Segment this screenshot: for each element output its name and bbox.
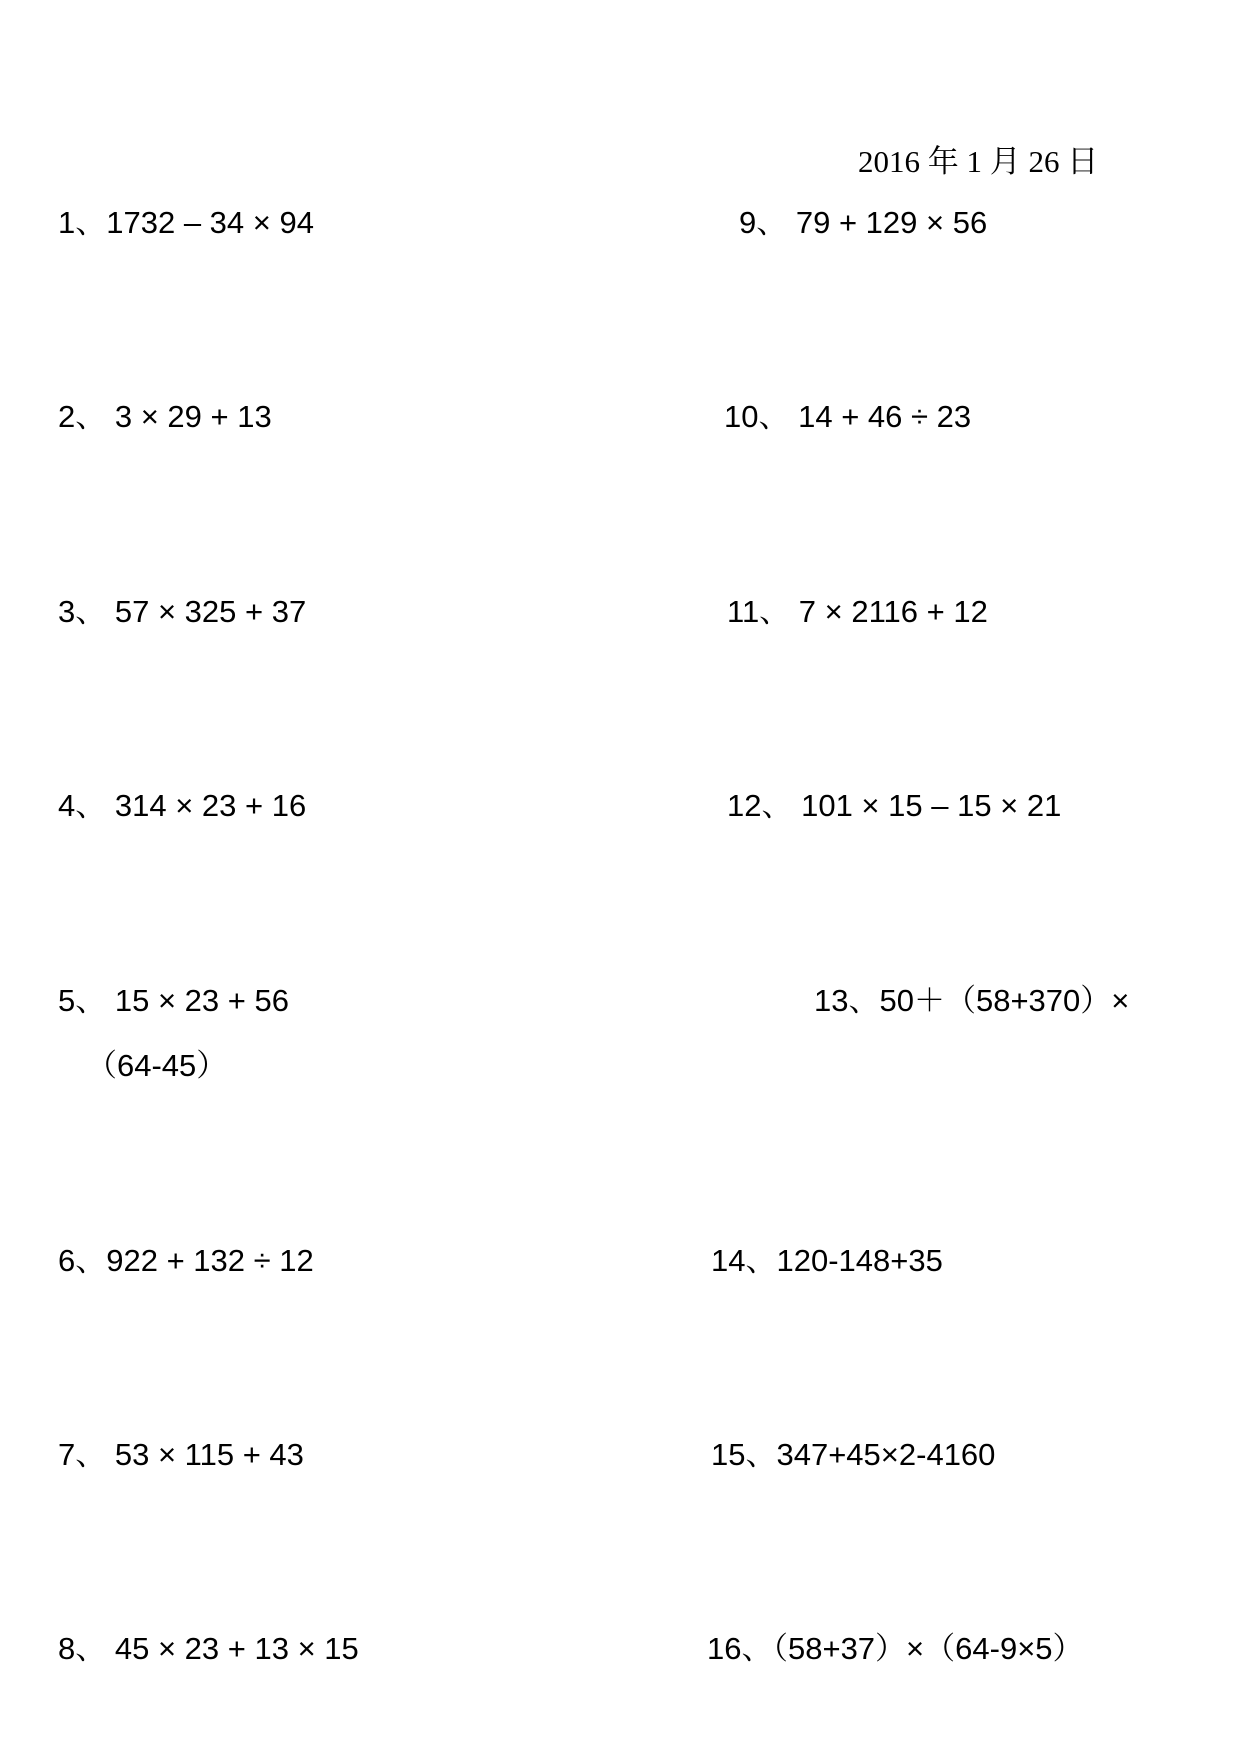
worksheet-date: 2016 年 1 月 26 日 (858, 144, 1099, 179)
problem-14: 14、120-148+35 (711, 1243, 943, 1278)
problem-7: 7、 53 × 115 + 43 (58, 1437, 304, 1472)
problem-8: 8、 45 × 23 + 13 × 15 (58, 1631, 359, 1666)
problem-10: 10、 14 + 46 ÷ 23 (724, 399, 972, 434)
problem-4: 4、 314 × 23 + 16 (58, 788, 307, 823)
problem-12: 12、 101 × 15 – 15 × 21 (727, 788, 1062, 823)
problem-2: 2、 3 × 29 + 13 (58, 399, 272, 434)
problem-6: 6、922 + 132 ÷ 12 (58, 1243, 314, 1278)
problem-13: 13、50＋（58+370）× (814, 983, 1130, 1018)
problem-16: 16、（58+37）×（64-9×5） (707, 1631, 1084, 1666)
problem-5: 5、 15 × 23 + 56 (58, 983, 289, 1018)
problem-9: 9、 79 + 129 × 56 (739, 205, 988, 240)
problem-1: 1、1732 – 34 × 94 (58, 205, 314, 240)
problem-5-continuation: （64-45） (86, 1048, 228, 1083)
problem-3: 3、 57 × 325 + 37 (58, 594, 307, 629)
problem-15: 15、347+45×2-4160 (711, 1437, 996, 1472)
problem-11: 11、 7 × 2116 + 12 (727, 594, 988, 629)
